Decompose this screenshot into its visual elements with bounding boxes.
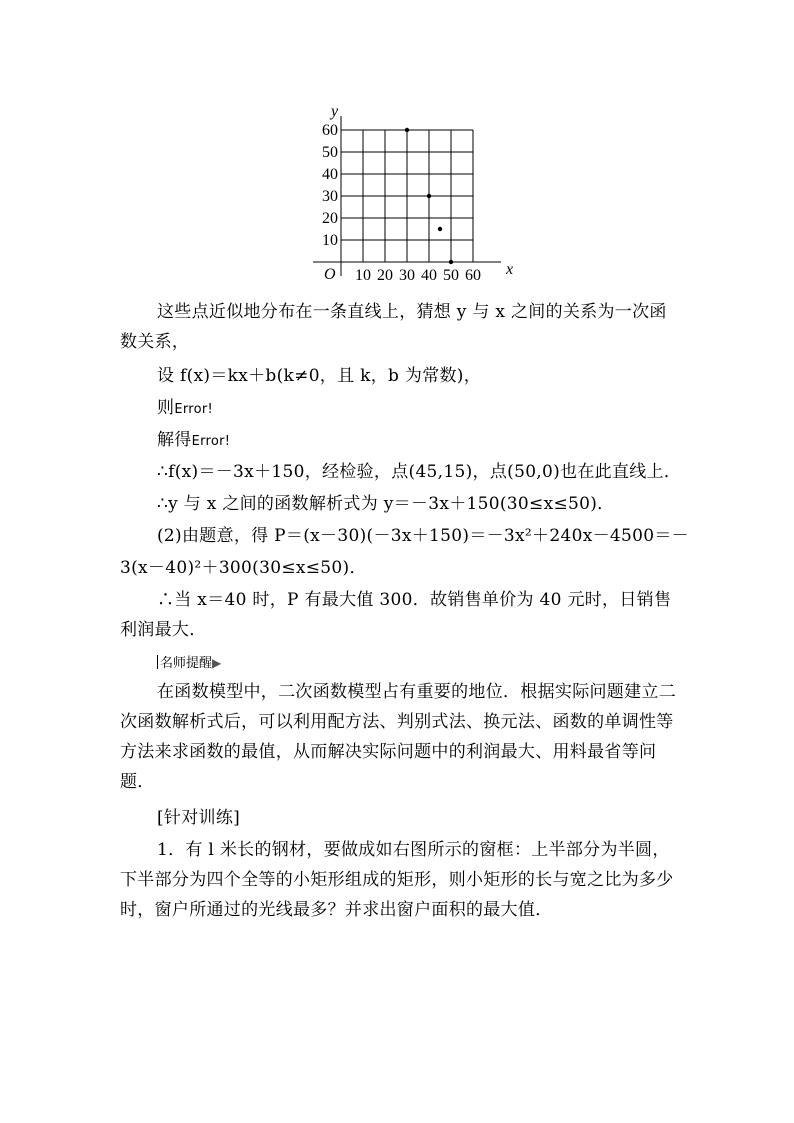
- tip-bar: [157, 655, 158, 669]
- x-tick-label: 20: [377, 267, 393, 284]
- tip-label-text: 名师提醒: [160, 656, 213, 671]
- y-tick-label: 50: [322, 144, 338, 161]
- line-system-1: [157, 393, 717, 425]
- heading-practice: [针对训练]: [157, 808, 241, 828]
- paragraph-conclusion: ∴当 x＝40 时，P 有最大值 300．故销售单价为 40 元时，日销售利润最大．: [120, 590, 672, 640]
- y-tick-label: 10: [322, 232, 338, 249]
- y-tick-label: 20: [322, 210, 338, 227]
- y-axis-label: y: [331, 103, 339, 120]
- line-function-form: 设 f(x)＝kx＋b(k≠0，且 k，b 为常数)，: [157, 366, 482, 386]
- y-tick-label: 40: [322, 166, 338, 183]
- x-tick-label: 50: [443, 267, 459, 284]
- chart-grid: [341, 130, 473, 262]
- play-triangle-icon: ▶: [212, 656, 222, 670]
- scatter-chart: [300, 92, 540, 292]
- origin-label: O: [324, 266, 336, 283]
- line-system-2: [157, 425, 717, 457]
- paragraph-exercise-1: 1．有 l 米长的钢材，要做成如右图所示的窗框：上半部分为半圆，下半部分为四个全等的小矩形组成的矩形，则小矩形的长与宽之比为多少时，窗户所通过的光线最多？并求出窗户面积的最大值．: [120, 840, 674, 920]
- x-tick-label: 40: [421, 267, 437, 284]
- line-part2-cont: 3(x－40)²＋300(30≤x≤50)．: [120, 558, 367, 578]
- x-tick-label: 60: [465, 267, 481, 284]
- error-placeholder: Error!: [174, 402, 214, 417]
- line-result-check: ∴f(x)＝－3x＋150，经检验，点(45,15)，点(50,0)也在此直线上．: [157, 462, 682, 482]
- text-then: 则: [157, 398, 175, 418]
- paragraph-tip-body: 在函数模型中，二次函数模型占有重要的地位．根据实际问题建立二次函数解析式后，可以利用配方法、判别式法、换元法、函数的单调性等方法来求函数的最值，从而解决实际问题中的利润最大、用料最省等问题．: [120, 682, 676, 792]
- data-point: [449, 260, 453, 264]
- line-part2: (2)由题意，得 P＝(x－30)(－3x＋150)＝－3x²＋240x－4500＝－: [157, 526, 689, 546]
- line-analytic-expression: ∴y 与 x 之间的函数解析式为 y＝－3x＋150(30≤x≤50)．: [157, 494, 615, 514]
- x-tick-label: 10: [355, 267, 371, 284]
- data-point: [405, 128, 409, 132]
- data-point: [427, 194, 431, 198]
- paragraph-guess: 这些点近似地分布在一条直线上，猜想 y 与 x 之间的关系为一次函数关系，: [120, 302, 667, 352]
- text-solve: 解得: [157, 430, 192, 450]
- data-point: [438, 227, 442, 231]
- y-tick-label: 30: [322, 188, 338, 205]
- x-axis-label: x: [506, 261, 514, 278]
- error-placeholder: Error!: [191, 434, 231, 449]
- y-tick-label: 60: [322, 122, 338, 139]
- x-tick-label: 30: [399, 267, 415, 284]
- teacher-tip-label: [157, 652, 221, 671]
